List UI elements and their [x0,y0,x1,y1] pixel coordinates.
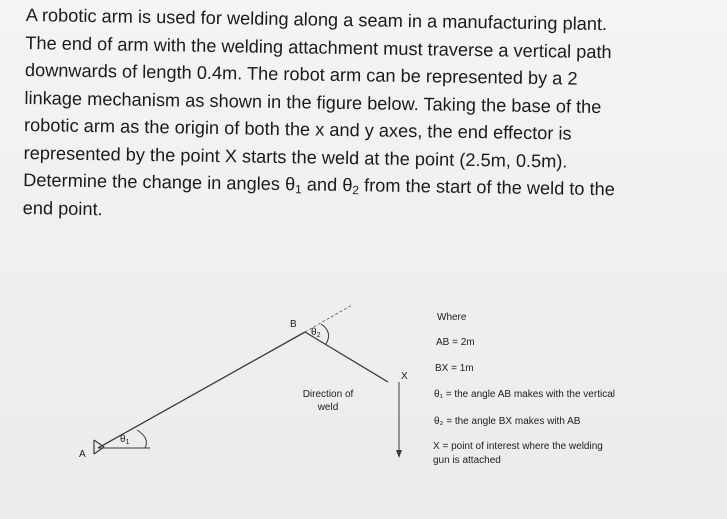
legend-bx: BX = 1m [435,363,474,374]
label-a: A [79,449,86,460]
theta1-label-sub: 1 [125,439,130,446]
problem-line-8: end point. [22,197,103,219]
legend-x-def-2: gun is attached [433,455,501,466]
link-bx [305,332,388,382]
problem-line-4: linkage mechanism as shown in the figure below. Taking the base of the [24,87,602,117]
problem-line-7-start: Determine the change in angles θ [23,169,296,195]
theta1-label [120,434,130,446]
problem-line-2: The end of arm with the welding attachment must traverse a vertical path [25,32,612,62]
theta2-label-sub: 2 [316,332,321,339]
theta2-label [311,327,321,339]
theta1-subscript: 1 [294,182,302,197]
legend-ab: AB = 2m [436,337,475,348]
weld-direction-arrowhead-icon [396,450,402,458]
direction-caption-line-2: weld [317,402,339,413]
theta1-arc [137,430,146,448]
problem-line-1: A robotic arm is used for welding along a seam in a manufacturing plant. [25,4,608,35]
problem-line-5: robotic arm as the origin of both the x and y axes, the end effector is [23,114,572,144]
theta1-symbol: θ [120,434,126,445]
theta2-symbol: θ [311,327,317,338]
legend-theta2-def: θ₂ = the angle BX makes with AB [434,416,581,427]
label-b: B [290,319,297,330]
link-ab [98,332,305,448]
direction-caption-line-1: Direction of [302,389,354,400]
theta2-subscript: 2 [352,183,360,198]
direction-of-weld-caption [293,388,363,414]
problem-line-7-end: from the start of the weld to the [358,175,615,200]
legend-x-def-1: X = point of interest where the welding [433,441,603,452]
legend-title: Where [437,312,467,323]
theta2-arc [321,324,329,344]
linkage-diagram [0,290,727,519]
problem-line-7-mid: and θ [301,174,353,196]
problem-line-3: downwards of length 0.4m. The robot arm can be represented by a 2 [24,59,578,89]
legend-theta1-def: θ₁ = the angle AB makes with the vertical [434,389,615,400]
label-x: X [401,371,408,382]
problem-line-6: represented by the point X starts the weld at the point (2.5m, 0.5m). [23,142,568,172]
problem-statement [23,2,716,233]
